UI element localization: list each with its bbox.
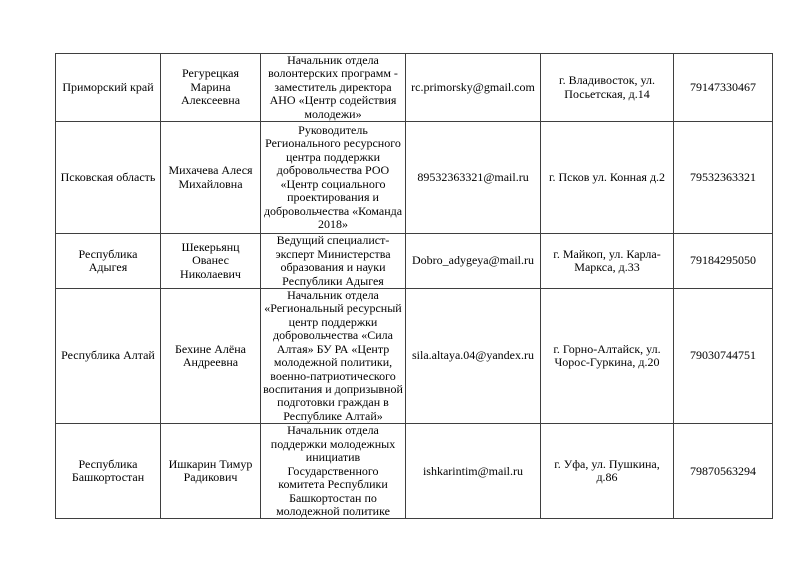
email-cell: rc.primorsky@gmail.com (406, 54, 541, 122)
position-cell: Руководитель Регионального ресурсного центра поддержки добровольчества РОО «Центр социального проектирования и добровольчества «Команда 2018» (261, 122, 406, 234)
phone-cell: 79184295050 (674, 234, 773, 289)
region-cell: Республика Башкортостан (56, 424, 161, 519)
table-row (56, 288, 773, 423)
phone-cell: 79870563294 (674, 424, 773, 519)
email-cell: sila.altaya.04@yandex.ru (406, 288, 541, 423)
table-row (56, 122, 773, 234)
region-cell: Приморский край (56, 54, 161, 122)
phone-cell: 79030744751 (674, 288, 773, 423)
name-cell: Регурецкая Марина Алексеевна (161, 54, 261, 122)
regional-contacts-table (55, 53, 773, 519)
table-row (56, 424, 773, 519)
name-cell: Шекерьянц Ованес Николаевич (161, 234, 261, 289)
email-cell: 89532363321@mail.ru (406, 122, 541, 234)
position-cell: Начальник отдела поддержки молодежных инициатив Государственного комитета Республики Башкортостан по молодежной политике (261, 424, 406, 519)
name-cell: Михачева Алеся Михайловна (161, 122, 261, 234)
address-cell: г. Уфа, ул. Пушкина, д.86 (541, 424, 674, 519)
position-cell: Начальник отдела волонтерских программ - заместитель директора АНО «Центр содействия молодежи» (261, 54, 406, 122)
position-cell: Ведущий специалист-эксперт Министерства образования и науки Республики Адыгея (261, 234, 406, 289)
region-cell: Псковская область (56, 122, 161, 234)
phone-cell: 79147330467 (674, 54, 773, 122)
phone-cell: 79532363321 (674, 122, 773, 234)
name-cell: Ишкарин Тимур Радикович (161, 424, 261, 519)
address-cell: г. Владивосток, ул. Посьетская, д.14 (541, 54, 674, 122)
region-cell: Республика Алтай (56, 288, 161, 423)
address-cell: г. Горно-Алтайск, ул. Чорос-Гуркина, д.20 (541, 288, 674, 423)
region-cell: Республика Адыгея (56, 234, 161, 289)
address-cell: г. Майкоп, ул. Карла-Маркса, д.33 (541, 234, 674, 289)
name-cell: Бехине Алёна Андреевна (161, 288, 261, 423)
email-cell: ishkarintim@mail.ru (406, 424, 541, 519)
table-row (56, 54, 773, 122)
email-cell: Dobro_adygeya@mail.ru (406, 234, 541, 289)
table-row (56, 234, 773, 289)
position-cell: Начальник отдела «Региональный ресурсный центр поддержки добровольчества «Сила Алтая» БУ РА «Центр молодежной политики, военно-патриотического воспитания и допризывной подготовки граждан в Республике Алтай» (261, 288, 406, 423)
address-cell: г. Псков ул. Конная д.2 (541, 122, 674, 234)
